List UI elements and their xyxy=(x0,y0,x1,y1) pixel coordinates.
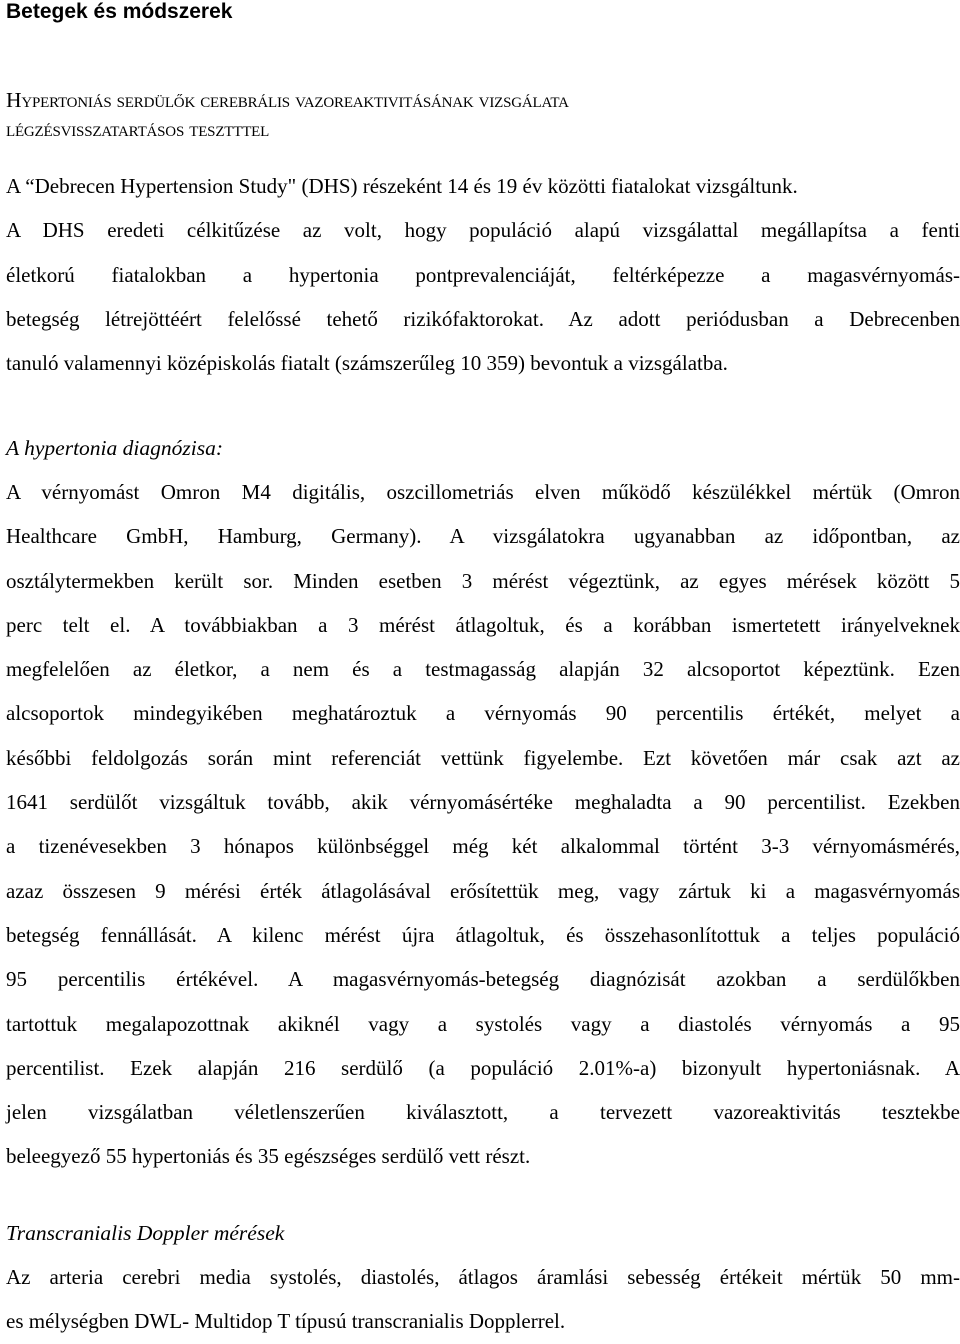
intro-line: A DHS eredeti célkitűzése az volt, hogy populáció alapú vizsgálattal megállapítsa a fenti xyxy=(6,218,960,243)
diagnosis-line: tartottuk megalapozottnak akiknél vagy a systolés vagy a diastolés vérnyomás a 95 xyxy=(6,1011,960,1036)
diagnosis-line: jelen vizsgálatban véletlenszerűen kiválasztott, a tervezett vazoreaktivitás tesztekbe xyxy=(6,1100,960,1125)
diagnosis-line: 95 percentilis értékével. A magasvérnyomás-betegség diagnózisát azokban a serdülőkben xyxy=(6,967,960,992)
diagnosis-line: Healthcare GmbH, Hamburg, Germany). A vizsgálatokra ugyanabban az időpontban, az xyxy=(6,524,960,549)
diagnosis-heading: A hypertonia diagnózisa: xyxy=(6,436,223,460)
doppler-line: es mélységben DWL- Multidop T típusú transcranialis Dopplerrel. xyxy=(6,1309,566,1334)
diagnosis-line: A vérnyomást Omron M4 digitális, oszcillometriás elven működő készülékkel mértük (Omron xyxy=(6,480,960,504)
diagnosis-paragraph xyxy=(6,470,960,1179)
diagnosis-line: osztálytermekben került sor. Minden esetben 3 mérést végeztünk, az egyes mérések között 5 xyxy=(6,568,960,593)
study-title-line-1: Hypertoniás serdülők cerebrális vazoreaktivitásának vizsgálata xyxy=(6,88,569,112)
intro-line: életkorú fiatalokban a hypertonia pontprevalenciáját, feltérképezze a magasvérnyomás- xyxy=(6,262,960,287)
diagnosis-line: alcsoportok mindegyikében meghatároztuk a vérnyomás 90 percentilis értékét, melyet a xyxy=(6,701,960,726)
intro-line: tanuló valamennyi középiskolás fiatalt (számszerűleg 10 359) bevontuk a vizsgálatba. xyxy=(6,351,728,376)
diagnosis-line: percentilist. Ezek alapján 216 serdülő (a populáció 2.01%-a) bizonyult hypertoniásnak. A xyxy=(6,1055,960,1080)
study-title-line-2: légzésvisszatartásos tesztttel xyxy=(6,117,270,141)
diagnosis-line: beleegyező 55 hypertoniás és 35 egészséges serdülő vett részt. xyxy=(6,1144,531,1169)
diagnosis-line: a tizenévesekben 3 hónapos különbséggel még két alkalommal történt 3-3 vérnyomásmérés, xyxy=(6,834,960,859)
diagnosis-line: 1641 serdülőt vizsgáltuk tovább, akik vérnyomásértéke meghaladta a 90 percentilist. Ezekben xyxy=(6,790,960,815)
doppler-paragraph xyxy=(6,1255,960,1344)
diagnosis-line: későbbi feldolgozás során mint referenciát vettünk figyelembe. Ezt követően már csak azt az xyxy=(6,745,960,770)
section-title: Betegek és módszerek xyxy=(6,0,233,23)
diagnosis-line: betegség fennállását. A kilenc mérést újra átlagoltuk, és összehasonlítottuk a teljes populáció xyxy=(6,922,960,947)
doppler-line: Az arteria cerebri media systolés, diastolés, átlagos áramlási sebesség értékeit mértük 50 mm- xyxy=(6,1265,960,1289)
intro-line: betegség létrejöttéért felelőssé tehető rizikófaktorokat. Az adott periódusban a Debrecenben xyxy=(6,306,960,331)
diagnosis-line: perc telt el. A továbbiakban a 3 mérést átlagoltuk, és a korábban ismertetett irányelveknek xyxy=(6,612,960,637)
diagnosis-line: megfelelően az életkor, a nem és a testmagasság alapján 32 alcsoportot képeztünk. Ezen xyxy=(6,657,960,682)
intro-line: A “Debrecen Hypertension Study" (DHS) részeként 14 és 19 év közötti fiatalokat vizsgáltunk. xyxy=(6,174,798,198)
diagnosis-line: azaz összesen 9 mérési érték átlagolásával erősítettük meg, vagy zártuk ki a magasvérnyomás xyxy=(6,878,960,903)
doppler-heading: Transcranialis Doppler mérések xyxy=(6,1221,285,1245)
intro-paragraph xyxy=(6,164,960,385)
